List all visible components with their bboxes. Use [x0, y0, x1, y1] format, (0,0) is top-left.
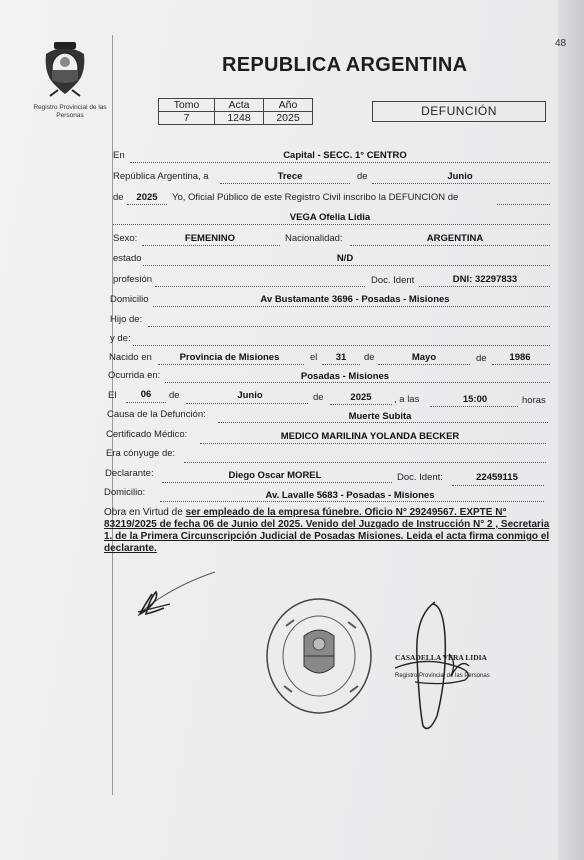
- certificado-value: MEDICO MARILINA YOLANDA BECKER: [280, 431, 460, 442]
- dotted-line: [133, 345, 550, 346]
- de5-label: de: [313, 392, 324, 403]
- domicilio2-value: Av. Lavalle 5683 - Posadas - Misiones: [265, 490, 435, 501]
- dotted-line: [165, 382, 550, 383]
- dotted-line: [127, 204, 167, 205]
- coat-of-arms-icon: [40, 40, 90, 98]
- officer-title: Registro Provincial de las Personas: [395, 673, 490, 679]
- registry-label: Registro Provincial de las Personas: [33, 104, 107, 119]
- year-value: 2025: [136, 192, 158, 203]
- dotted-line: [350, 245, 550, 246]
- horas-label: horas: [522, 395, 546, 406]
- dotted-line: [158, 364, 304, 365]
- dotted-line: [492, 364, 550, 365]
- de4-label: de: [169, 390, 180, 401]
- sexo-label: Sexo:: [113, 233, 138, 244]
- hijo-label: Hijo de:: [110, 314, 143, 325]
- dotted-line: [200, 443, 546, 444]
- y-de-label: y de:: [110, 333, 131, 344]
- ocurrida-label: Ocurrida en:: [108, 370, 161, 381]
- dotted-line: [126, 402, 166, 403]
- republica-label: República Argentina, a: [113, 171, 209, 182]
- estado-label: estado: [113, 253, 142, 264]
- doc-ident2-label: Doc. Ident:: [397, 472, 443, 483]
- dotted-line: [186, 403, 308, 404]
- dotted-line: [430, 406, 518, 407]
- dotted-line: [142, 245, 280, 246]
- domicilio2-label: Domicilio:: [104, 487, 146, 498]
- dotted-line: [130, 162, 550, 163]
- dotted-line: [148, 326, 550, 327]
- nacionalidad-value: ARGENTINA: [426, 233, 484, 244]
- dotted-line: [162, 482, 392, 483]
- doc-ident-value: DNI: 32297833: [452, 274, 518, 285]
- profesion-label: profesión: [113, 274, 153, 285]
- el-label: el: [310, 352, 318, 363]
- dotted-line: [330, 404, 392, 405]
- death-month: Junio: [237, 390, 263, 401]
- officer-signature: [385, 596, 495, 736]
- death-day: 06: [140, 389, 152, 400]
- doc-ident-label: Doc. Ident: [371, 275, 415, 286]
- nacionalidad-label: Nacionalidad:: [285, 233, 343, 244]
- dotted-line: [155, 286, 365, 287]
- dotted-line: [113, 224, 550, 225]
- observations-body: ser empleado de la empresa fúnebre. Oficio N° 29249567. EXPTE N° 83219/2025 de fecha 06 de Junio del 2025. Venido del Juzgado de Instrucción N° 2 , Secretaria 1. de la Primera Circunscripción Judicial de Posadas Misiones. Leida el acta firma conmigo el declarante.: [104, 507, 550, 554]
- doc-ident2-value: 22459115: [476, 472, 518, 483]
- birth-month: Mayo: [411, 352, 437, 363]
- en-value: Capital - SECC. 1° CENTRO: [283, 150, 407, 161]
- causa-label: Causa de la Defunción:: [107, 409, 206, 420]
- book-reference-table: [158, 98, 313, 125]
- acta-value: 1248: [215, 112, 264, 125]
- day-value: Trece: [277, 171, 303, 182]
- observations-prefix: Obra en Virtud de: [104, 507, 183, 518]
- birth-year: 1986: [509, 352, 531, 363]
- causa-value: Muerte Subita: [348, 411, 412, 422]
- certificado-label: Certificado Médico:: [106, 429, 188, 440]
- official-seal-icon: [264, 596, 374, 716]
- tomo-header: Tomo: [159, 99, 215, 112]
- estado-value: N/D: [336, 253, 354, 264]
- dotted-line: [497, 204, 550, 205]
- dotted-line: [419, 286, 550, 287]
- de3-label: de: [476, 353, 487, 364]
- dotted-line: [452, 485, 544, 486]
- de2-label: de: [364, 352, 375, 363]
- dotted-line: [184, 462, 546, 463]
- dotted-line: [153, 306, 550, 307]
- dotted-line: [160, 501, 544, 502]
- page-edge: [558, 0, 584, 860]
- dotted-line: [372, 183, 550, 184]
- dotted-line: [143, 265, 550, 266]
- nacido-label: Nacido en: [109, 352, 152, 363]
- de-label: de: [357, 171, 368, 182]
- el2-label: El: [108, 390, 117, 401]
- deceased-name: VEGA Ofelia Lidia: [289, 212, 371, 223]
- declarante-label: Declarante:: [105, 468, 154, 479]
- declarant-signature: [130, 568, 225, 623]
- dotted-line: [220, 183, 350, 184]
- ocurrida-value: Posadas - Misiones: [300, 371, 390, 382]
- dotted-line: [218, 422, 548, 423]
- observations-text: [104, 507, 554, 555]
- document-type-box: DEFUNCIÓN: [372, 101, 546, 122]
- page-number: 48: [555, 38, 567, 49]
- domicilio-label: Domicilio: [110, 294, 149, 305]
- ano-header: Año: [264, 99, 313, 112]
- sexo-value: FEMENINO: [184, 233, 236, 244]
- death-time: 15:00: [462, 394, 488, 405]
- dotted-line: [378, 364, 470, 365]
- acta-header: Acta: [215, 99, 264, 112]
- alas-label: , a las: [394, 394, 420, 405]
- year-de-label: de: [113, 192, 124, 203]
- birth-day: 31: [335, 352, 347, 363]
- page-title: REPUBLICA ARGENTINA: [222, 54, 468, 76]
- dotted-line: [322, 364, 360, 365]
- month-value: Junio: [447, 171, 473, 182]
- officer-text: Yo, Oficial Público de este Registro Civil inscribo la DEFUNCION de: [172, 192, 459, 203]
- nacido-value: Provincia de Misiones: [179, 352, 280, 363]
- domicilio-value: Av Bustamante 3696 - Posadas - Misiones: [260, 294, 450, 305]
- death-year: 2025: [350, 392, 372, 403]
- conyuge-label: Era cónyuge de:: [106, 448, 176, 459]
- tomo-value: 7: [159, 112, 215, 125]
- declarante-value: Diego Oscar MOREL: [228, 470, 322, 481]
- en-label: En: [113, 150, 125, 161]
- ano-value: 2025: [264, 112, 313, 125]
- officer-name: CASADELLA VERA LIDIA: [395, 653, 487, 662]
